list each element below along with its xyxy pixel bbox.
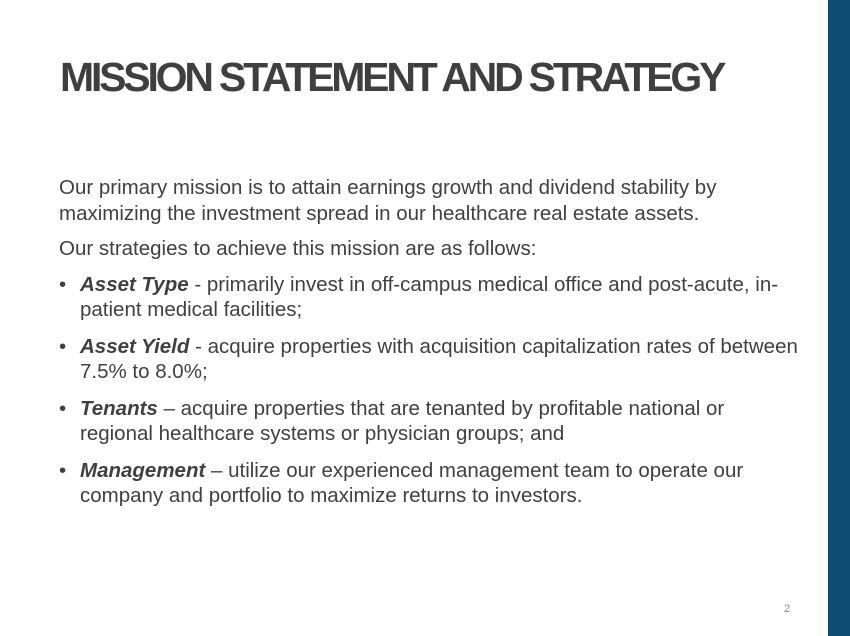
- strategy-text: – utilize our experienced management team to operate our company and portfolio to maximize returns to investors.: [80, 458, 744, 507]
- strategy-term: Tenants: [80, 396, 158, 420]
- strategy-item-asset-type: [59, 272, 799, 323]
- strategy-list: [59, 272, 799, 509]
- slide-title: MISSION STATEMENT AND STRATEGY: [60, 54, 724, 100]
- page-number: 2: [784, 603, 791, 615]
- strategy-term: Management: [80, 458, 206, 482]
- strategy-text: - acquire properties with acquisition capitalization rates of between 7.5% to 8.0%;: [80, 334, 798, 383]
- strategy-item-asset-yield: [59, 334, 799, 385]
- slide-body: [59, 175, 799, 520]
- bullet-icon: •: [59, 396, 67, 420]
- bullet-icon: •: [59, 334, 67, 358]
- strategy-text: – acquire properties that are tenanted by profitable national or regional healthcare systems or physician groups; and: [80, 396, 725, 445]
- strategy-term: Asset Type: [80, 272, 189, 296]
- mission-statement: Our primary mission is to attain earnings growth and dividend stability by maximizing the investment spread in our healthcare real estate assets.: [59, 176, 717, 225]
- strategy-text: - primarily invest in off-campus medical office and post-acute, in-patient medical facilities;: [80, 272, 779, 321]
- bullet-icon: •: [59, 272, 67, 296]
- accent-side-bar: [828, 0, 850, 636]
- strategy-item-management: [59, 458, 799, 509]
- strategy-term: Asset Yield: [80, 334, 190, 358]
- strategies-intro: Our strategies to achieve this mission are as follows:: [59, 237, 537, 260]
- strategy-item-tenants: [59, 396, 799, 447]
- bullet-icon: •: [59, 458, 67, 482]
